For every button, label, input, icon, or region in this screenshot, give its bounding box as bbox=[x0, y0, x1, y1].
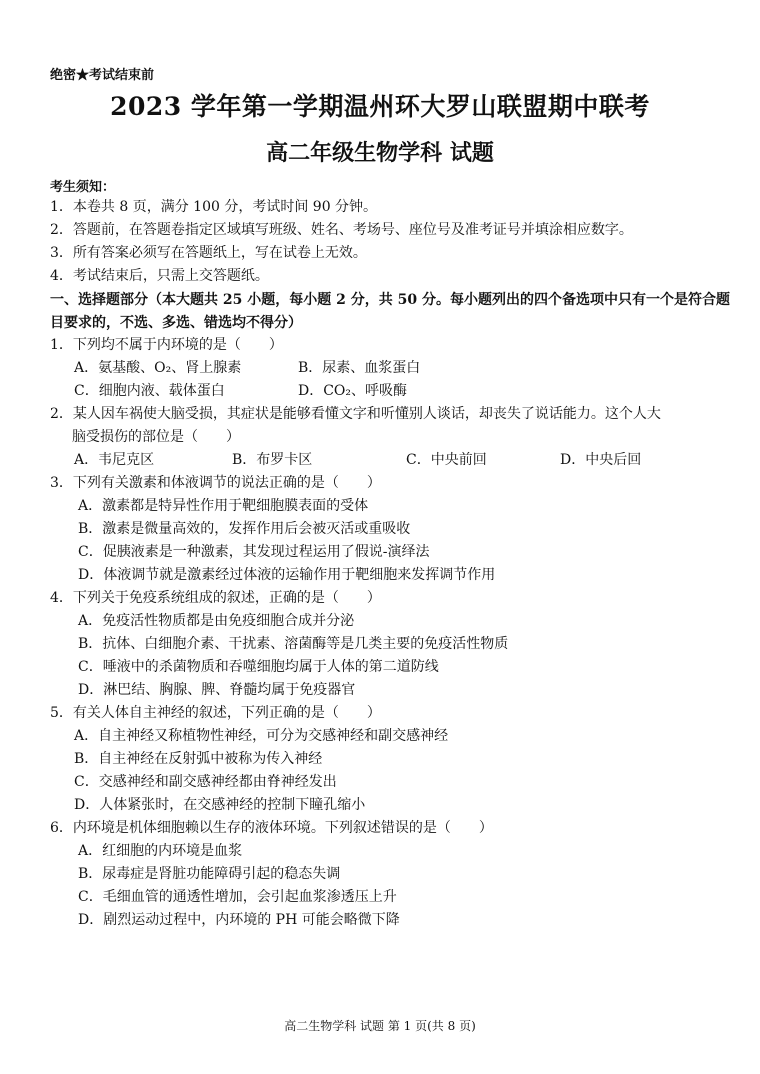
option-d: D．剧烈运动过程中，内环境的 PH 可能会略微下降 bbox=[78, 912, 400, 928]
option-b: B．自主神经在反射弧中被称为传入神经 bbox=[74, 751, 323, 767]
notice-item: 2．答题前，在答题卷指定区域填写班级、姓名、考场号、座位号及准考证号并填涂相应数字。 bbox=[50, 222, 633, 238]
option-d: D．体液调节就是激素经过体液的运输作用于靶细胞来发挥调节作用 bbox=[78, 567, 496, 583]
option-a: A．激素都是特异性作用于靶细胞膜表面的受体 bbox=[78, 498, 369, 514]
exam-title: 2023 学年第一学期温州环大罗山联盟期中联考 bbox=[110, 92, 650, 121]
secret-mark: 绝密★考试结束前 bbox=[50, 68, 155, 83]
notice-item: 4．考试结束后，只需上交答题纸。 bbox=[50, 268, 269, 284]
question-stem: 5．有关人体自主神经的叙述，下列正确的是（ ） bbox=[50, 705, 381, 721]
question-stem-cont: 脑受损伤的部位是（ ） bbox=[72, 429, 240, 445]
option-d: D．人体紧张时，在交感神经的控制下瞳孔缩小 bbox=[74, 797, 366, 813]
notice-item: 3．所有答案必须写在答题纸上，写在试卷上无效。 bbox=[50, 245, 367, 261]
option-b: B．布罗卡区 bbox=[232, 452, 313, 468]
option-c: C．中央前回 bbox=[406, 452, 487, 468]
notice-item: 1．本卷共 8 页，满分 100 分，考试时间 90 分钟。 bbox=[50, 199, 378, 215]
option-c: C．交感神经和副交感神经都由脊神经发出 bbox=[74, 774, 337, 790]
question-stem: 4．下列关于免疫系统组成的叙述，正确的是（ ） bbox=[50, 590, 381, 606]
option-c: C．细胞内液、载体蛋白 bbox=[74, 383, 225, 399]
option-c: C．毛细血管的通透性增加，会引起血浆渗透压上升 bbox=[78, 889, 397, 905]
exam-subtitle: 高二年级生物学科 试题 bbox=[266, 140, 494, 166]
question-stem: 3．下列有关激素和体液调节的说法正确的是（ ） bbox=[50, 475, 381, 491]
option-a: A．自主神经又称植物性神经，可分为交感神经和副交感神经 bbox=[74, 728, 449, 744]
option-a: A．韦尼克区 bbox=[74, 452, 155, 468]
option-c: C．促胰液素是一种激素，其发现过程运用了假说-演绎法 bbox=[78, 544, 430, 560]
question-stem: 2．某人因车祸使大脑受损，其症状是能够看懂文字和听懂别人谈话，却丧失了说话能力。这个人大 bbox=[50, 406, 661, 422]
page-footer: 高二生物学科 试题 第 1 页(共 8 页) bbox=[284, 1019, 476, 1033]
notice-heading: 考生须知： bbox=[50, 180, 116, 195]
option-d: D．中央后回 bbox=[560, 452, 642, 468]
option-a: A．免疫活性物质都是由免疫细胞合成并分泌 bbox=[78, 613, 355, 629]
option-b: B．尿毒症是肾脏功能障碍引起的稳态失调 bbox=[78, 866, 341, 882]
option-b: B．抗体、白细胞介素、干扰素、溶菌酶等是几类主要的免疫活性物质 bbox=[78, 636, 509, 652]
option-d: D．淋巴结、胸腺、脾、脊髓均属于免疫器官 bbox=[78, 682, 356, 698]
question-stem: 6．内环境是机体细胞赖以生存的液体环境。下列叙述错误的是（ ） bbox=[50, 820, 493, 836]
option-b: B．尿素、血浆蛋白 bbox=[298, 360, 421, 376]
question-stem: 1．下列均不属于内环境的是（ ） bbox=[50, 337, 283, 353]
option-b: B．激素是微量高效的，发挥作用后会被灭活或重吸收 bbox=[78, 521, 411, 537]
section-heading: 一、选择题部分（本大题共 25 小题，每小题 2 分，共 50 分。每小题列出的四个备选项中只有一个是符合题目要求的，不选、多选、错选均不得分） bbox=[50, 292, 730, 331]
option-a: A．氨基酸、O₂、肾上腺素 bbox=[74, 360, 242, 376]
option-c: C．唾液中的杀菌物质和吞噬细胞均属于人体的第二道防线 bbox=[78, 659, 439, 675]
option-d: D．CO₂、呼吸酶 bbox=[298, 383, 408, 399]
option-a: A．红细胞的内环境是血浆 bbox=[78, 843, 243, 859]
